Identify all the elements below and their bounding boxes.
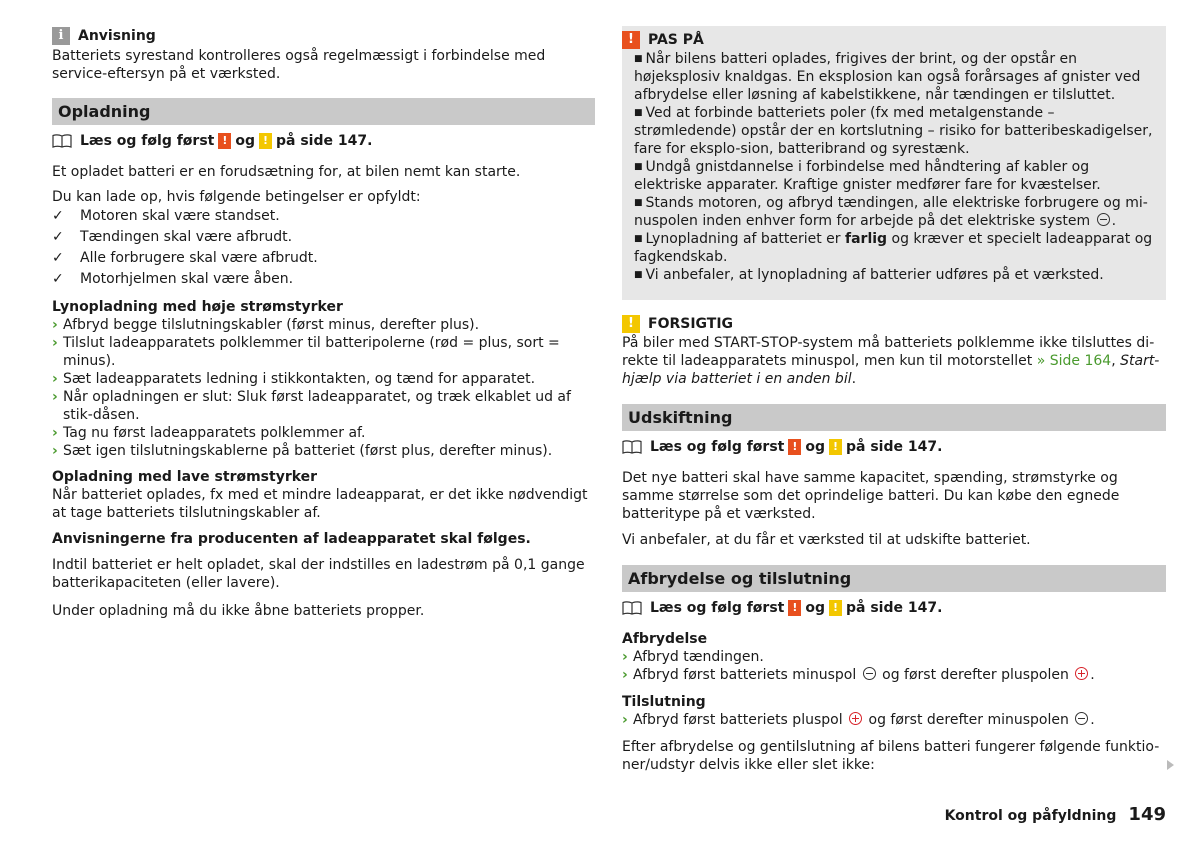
notice-text: På biler med START-STOP-system må batteriets polklemme ikke tilsluttes di-rekte til ladeapparatets minuspol, men kun til motorstellet » Side 164, Start-hjælp via batteriet i en anden bil. [622, 335, 1160, 387]
warning-red-icon: ! [622, 31, 640, 49]
read-first-replacement: Læs og følg først ! og ! på side 147. [622, 437, 1166, 457]
condition-list [52, 206, 595, 290]
page-footer [945, 804, 1166, 825]
list-item: › Afbryd først batteriets pluspol og først derefter minuspolen . [622, 712, 1095, 728]
caution-item: ■ Stands motoren, og afbryd tændingen, alle elektriske forbrugere og mi-nuspolen inden enhver form for arbejde på det elektriske system . [634, 195, 1148, 229]
manufacturer-note: Anvisningerne fra producenten af ladeapparatet skal følges. [52, 531, 531, 547]
warning-yellow-icon: ! [829, 439, 842, 455]
low-current-title: Opladning med lave strømstyrker [52, 469, 318, 485]
check-icon: ✓ [52, 250, 64, 266]
warning-red-icon: ! [788, 439, 801, 455]
caution-item: ■ Når bilens batteri oplades, frigives der brint, og der opstår en højeksplosiv knaldgas. En eksplosion kan også forårsages af gnister ved afbrydelse eller løsning af kabelstikkene, når tændingen er tilsluttet. [634, 51, 1141, 103]
warning-yellow-icon: ! [829, 600, 842, 616]
chapter-title: Kontrol og påfyldning [944, 808, 1117, 824]
list-item: › Tag nu først ladeapparatets polklemmer af. [52, 425, 366, 441]
after-reconnect-text: Efter afbrydelse og gentilslutning af bilens batteri fungerer følgende funktio-ner/udstyr delvis ikke eller slet ikke: [622, 739, 1160, 773]
list-item: ✓ Tændingen skal være afbrudt. [52, 227, 595, 248]
read-first-charging: Læs og følg først ! og ! på side 147. [52, 131, 595, 151]
arrow-icon: › [622, 712, 628, 728]
arrow-icon: › [52, 371, 58, 387]
warning-red-icon: ! [218, 133, 231, 149]
check-icon: ✓ [52, 208, 64, 224]
page-link[interactable]: » Side 164 [1036, 353, 1112, 369]
arrow-icon: › [52, 443, 58, 459]
low-current-text: Når batteriet oplades, fx med et mindre ladeapparat, er det ikke nødvendigt at tage batteriets tilslutningskabler af. [52, 487, 588, 521]
warning-red-icon: ! [788, 600, 801, 616]
list-item: ✓ Motoren skal være standset. [52, 206, 595, 227]
notice-header [622, 314, 1166, 334]
minus-pole-icon [1075, 712, 1088, 725]
caution-header [622, 30, 1166, 50]
section-heading-charging: Opladning [52, 98, 595, 125]
list-item: ✓ Motorhjelmen skal være åben. [52, 269, 595, 290]
list-item: › Afbryd tændingen. [622, 649, 764, 665]
book-icon [622, 440, 642, 454]
list-item: › Afbryd først batteriets minuspol og først derefter pluspolen . [622, 667, 1095, 683]
continue-arrow-icon [1167, 760, 1174, 770]
arrow-icon: › [622, 649, 628, 665]
list-item: › Sæt ladeapparatets ledning i stikkontakten, og tænd for apparatet. [52, 371, 536, 387]
caution-box [622, 26, 1166, 300]
minus-pole-icon [1097, 213, 1110, 226]
book-icon [52, 134, 72, 148]
note-text: Batteriets syrestand kontrolleres også regelmæssigt i forbindelse med service-eftersyn på et værksted. [52, 48, 546, 82]
warning-yellow-icon: ! [622, 315, 640, 333]
list-item: ✓ Alle forbrugere skal være afbrudt. [52, 248, 595, 269]
book-icon [622, 601, 642, 615]
list-item: › Når opladningen er slut: Sluk først ladeapparatet, og træk elkablet ud af stik-dåsen. [52, 389, 571, 423]
arrow-icon: › [52, 425, 58, 441]
info-icon: i [52, 27, 70, 45]
plus-pole-icon [1075, 667, 1088, 680]
section-heading-replacement: Udskiftning [622, 404, 1166, 431]
arrow-icon: › [52, 389, 58, 405]
left-column [52, 26, 595, 620]
note-header [52, 26, 595, 46]
list-item: › Afbryd begge tilslutningskabler (først minus, derefter plus). [52, 317, 480, 333]
replacement-p1: Det nye batteri skal have samme kapacitet, spænding, strømstyrke og samme størrelse som det oprindelige batteri. Du kan købe den egnede batteritype på et værksted. [622, 470, 1120, 522]
right-column [622, 26, 1166, 774]
list-item: › Tilslut ladeapparatets polklemmer til batteripolerne (rød = plus, sort = minus). [52, 335, 560, 369]
connect-title: Tilslutning [622, 694, 706, 710]
caution-item: ■ Undgå gnistdannelse i forbindelse med håndtering af kabler og elektriske apparater. Kraftige gnister medfører fare for kvæstelser. [634, 159, 1101, 193]
notice-title: FORSIGTIG [648, 316, 734, 332]
check-icon: ✓ [52, 271, 64, 287]
page-number: 149 [1128, 804, 1166, 825]
warning-yellow-icon: ! [259, 133, 272, 149]
caution-title: PAS PÅ [648, 32, 704, 48]
high-current-title: Lynopladning med høje strømstyrker [52, 299, 343, 315]
disconnect-steps [622, 648, 1166, 684]
caution-item: ■ Vi anbefaler, at lynopladning af batterier udføres på et værksted. [634, 267, 1104, 283]
list-item: › Sæt igen tilslutningskablerne på batteriet (først plus, derefter minus). [52, 443, 553, 459]
plugs-text: Under opladning må du ikke åbne batteriets propper. [52, 603, 425, 619]
arrow-icon: › [52, 317, 58, 333]
minus-pole-icon [863, 667, 876, 680]
arrow-icon: › [52, 335, 58, 351]
disconnect-title: Afbrydelse [622, 631, 708, 647]
connect-steps [622, 711, 1166, 729]
plus-pole-icon [849, 712, 862, 725]
charging-p1: Et opladet batteri er en forudsætning for, at bilen nemt kan starte. [52, 164, 521, 180]
high-current-steps [52, 316, 595, 460]
arrow-icon: › [622, 667, 628, 683]
section-heading-disconnect: Afbrydelse og tilslutning [622, 565, 1166, 592]
caution-item: ■ Lynopladning af batteriet er farlig og kræver et specielt ladeapparat og fagkendskab. [634, 231, 1153, 265]
read-first-disconnect: Læs og følg først ! og ! på side 147. [622, 598, 1166, 618]
charging-current-text: Indtil batteriet er helt opladet, skal der indstilles en ladestrøm på 0,1 gange batterikapaciteten (eller lavere). [52, 557, 585, 591]
check-icon: ✓ [52, 229, 64, 245]
note-title: Anvisning [78, 28, 156, 44]
caution-item: ■ Ved at forbinde batteriets poler (fx med metalgenstande – strømledende) opstår der en kortslutning – risiko for batteribeskadigelser, fare for eksplo-sion, batteribrand og syrestænk. [634, 105, 1153, 157]
charging-p2: Du kan lade op, hvis følgende betingelser er opfyldt: [52, 189, 421, 205]
replacement-p2: Vi anbefaler, at du får et værksted til at udskifte batteriet. [622, 532, 1031, 548]
